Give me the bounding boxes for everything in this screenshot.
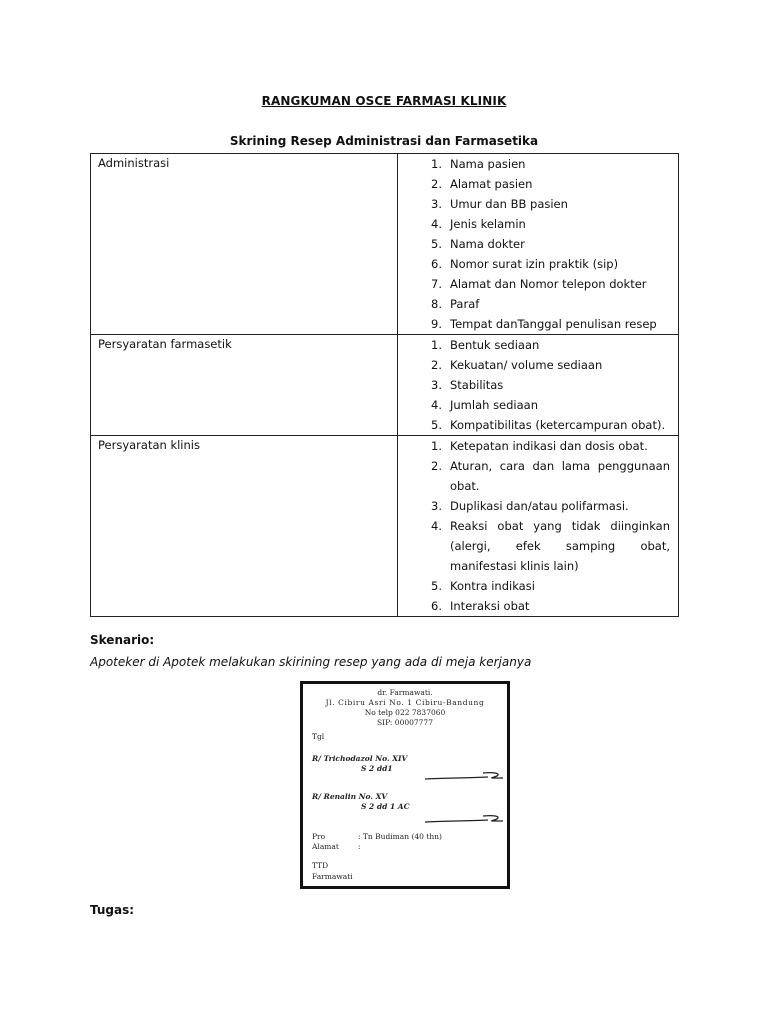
prescription-item-1-signa: S 2 dd1 <box>361 764 393 773</box>
list-item <box>398 456 670 496</box>
list-item <box>398 254 670 274</box>
list-item <box>398 234 670 254</box>
list-item <box>398 496 670 516</box>
section-label: Persyaratan farmasetik <box>91 335 398 436</box>
list-item-number: 3. <box>431 499 442 513</box>
paraf-2-icon <box>423 813 505 825</box>
patient-value: : Tn Budiman (40 thn) <box>358 832 442 841</box>
list-item-text: Tempat danTanggal penulisan resep <box>450 317 657 331</box>
patient-address-label: Alamat <box>312 842 339 851</box>
screening-table <box>90 153 679 617</box>
prescription-date-label: Tgl <box>312 732 325 741</box>
section-items <box>398 436 679 617</box>
list-item <box>398 174 670 194</box>
list-item-text: Aturan, cara dan lama penggunaan obat. <box>450 459 670 493</box>
list-item <box>398 596 670 616</box>
list-item-text: Stabilitas <box>450 378 504 392</box>
requirements-list <box>398 335 670 435</box>
list-item <box>398 274 670 294</box>
list-item-text: Paraf <box>450 297 480 311</box>
table-row <box>91 154 679 335</box>
section-items <box>398 335 679 436</box>
list-item-text: Alamat dan Nomor telepon dokter <box>450 277 647 291</box>
patient-label: Pro <box>312 832 326 841</box>
list-item-text: Duplikasi dan/atau polifarmasi. <box>450 499 629 513</box>
scenario-heading: Skenario: <box>90 633 155 647</box>
list-item-number: 7. <box>431 277 442 291</box>
prescription-doctor: dr. Farmawati. <box>377 688 433 697</box>
list-item-text: Nama dokter <box>450 237 525 251</box>
list-item-number: 6. <box>431 599 442 613</box>
list-item-text: Nomor surat izin praktik (sip) <box>450 257 619 271</box>
list-item <box>398 516 670 576</box>
list-item-number: 5. <box>431 237 442 251</box>
list-item-number: 4. <box>431 519 442 533</box>
prescription-card <box>300 681 510 889</box>
list-item-number: 8. <box>431 297 442 311</box>
list-item-text: Kontra indikasi <box>450 579 535 593</box>
task-heading: Tugas: <box>90 903 135 917</box>
list-item <box>398 335 670 355</box>
list-item-text: Jenis kelamin <box>450 217 526 231</box>
list-item <box>398 576 670 596</box>
list-item <box>398 194 670 214</box>
list-item-text: Jumlah sediaan <box>450 398 539 412</box>
section-label: Administrasi <box>91 154 398 335</box>
prescription-phone: No telp 022 7837060 <box>364 708 446 717</box>
list-item-text: Kompatibilitas (ketercampuran obat). <box>450 418 666 432</box>
section-label: Persyaratan klinis <box>91 436 398 617</box>
list-item-number: 1. <box>431 338 442 352</box>
list-item-number: 9. <box>431 317 442 331</box>
list-item <box>398 415 670 435</box>
prescription-item-1: R/ Trichodazol No. XIV <box>312 754 408 763</box>
list-item-number: 6. <box>431 257 442 271</box>
scenario-text: Apoteker di Apotek melakukan skirining resep yang ada di meja kerjanya <box>90 655 532 669</box>
list-item-number: 2. <box>431 177 442 191</box>
patient-address-value: : <box>358 842 361 851</box>
list-item-number: 4. <box>431 398 442 412</box>
list-item-text: Kekuatan/ volume sediaan <box>450 358 603 372</box>
list-item-text: Alamat pasien <box>450 177 533 191</box>
list-item-number: 5. <box>431 418 442 432</box>
list-item <box>398 314 670 334</box>
list-item <box>398 395 670 415</box>
list-item-number: 4. <box>431 217 442 231</box>
list-item-text: Ketepatan indikasi dan dosis obat. <box>450 439 648 453</box>
list-item-number: 2. <box>431 358 442 372</box>
prescription-item-2: R/ Renalin No. XV <box>312 792 388 801</box>
section-items <box>398 154 679 335</box>
requirements-list <box>398 436 670 616</box>
paraf-1-icon <box>423 770 505 782</box>
list-item-number: 2. <box>431 459 442 473</box>
list-item-text: Reaksi obat yang tidak diinginkan (alergi, efek samping obat, manifestasi klinis lain) <box>450 519 670 573</box>
list-item-text: Umur dan BB pasien <box>450 197 568 211</box>
list-item-text: Interaksi obat <box>450 599 530 613</box>
list-item <box>398 375 670 395</box>
list-item <box>398 436 670 456</box>
list-item <box>398 214 670 234</box>
signature-label: TTD <box>312 861 329 870</box>
list-item <box>398 355 670 375</box>
requirements-list <box>398 154 670 334</box>
list-item-number: 1. <box>431 157 442 171</box>
list-item-text: Bentuk sediaan <box>450 338 540 352</box>
table-row <box>91 436 679 617</box>
prescription-sip: SIP: 00007777 <box>377 718 433 727</box>
prescription-item-2-signa: S 2 dd 1 AC <box>361 802 410 811</box>
list-item <box>398 154 670 174</box>
table-title: Skrining Resep Administrasi dan Farmasetika <box>229 134 539 148</box>
list-item <box>398 294 670 314</box>
page-title: RANGKUMAN OSCE FARMASI KLINIK <box>261 94 507 108</box>
list-item-number: 1. <box>431 439 442 453</box>
signer-name: Farmawati <box>312 872 353 881</box>
table-row <box>91 335 679 436</box>
list-item-number: 5. <box>431 579 442 593</box>
prescription-address: Jl. Cibiru Asri No. 1 Cibiru-Bandung <box>325 698 485 707</box>
list-item-number: 3. <box>431 197 442 211</box>
list-item-number: 3. <box>431 378 442 392</box>
list-item-text: Nama pasien <box>450 157 526 171</box>
